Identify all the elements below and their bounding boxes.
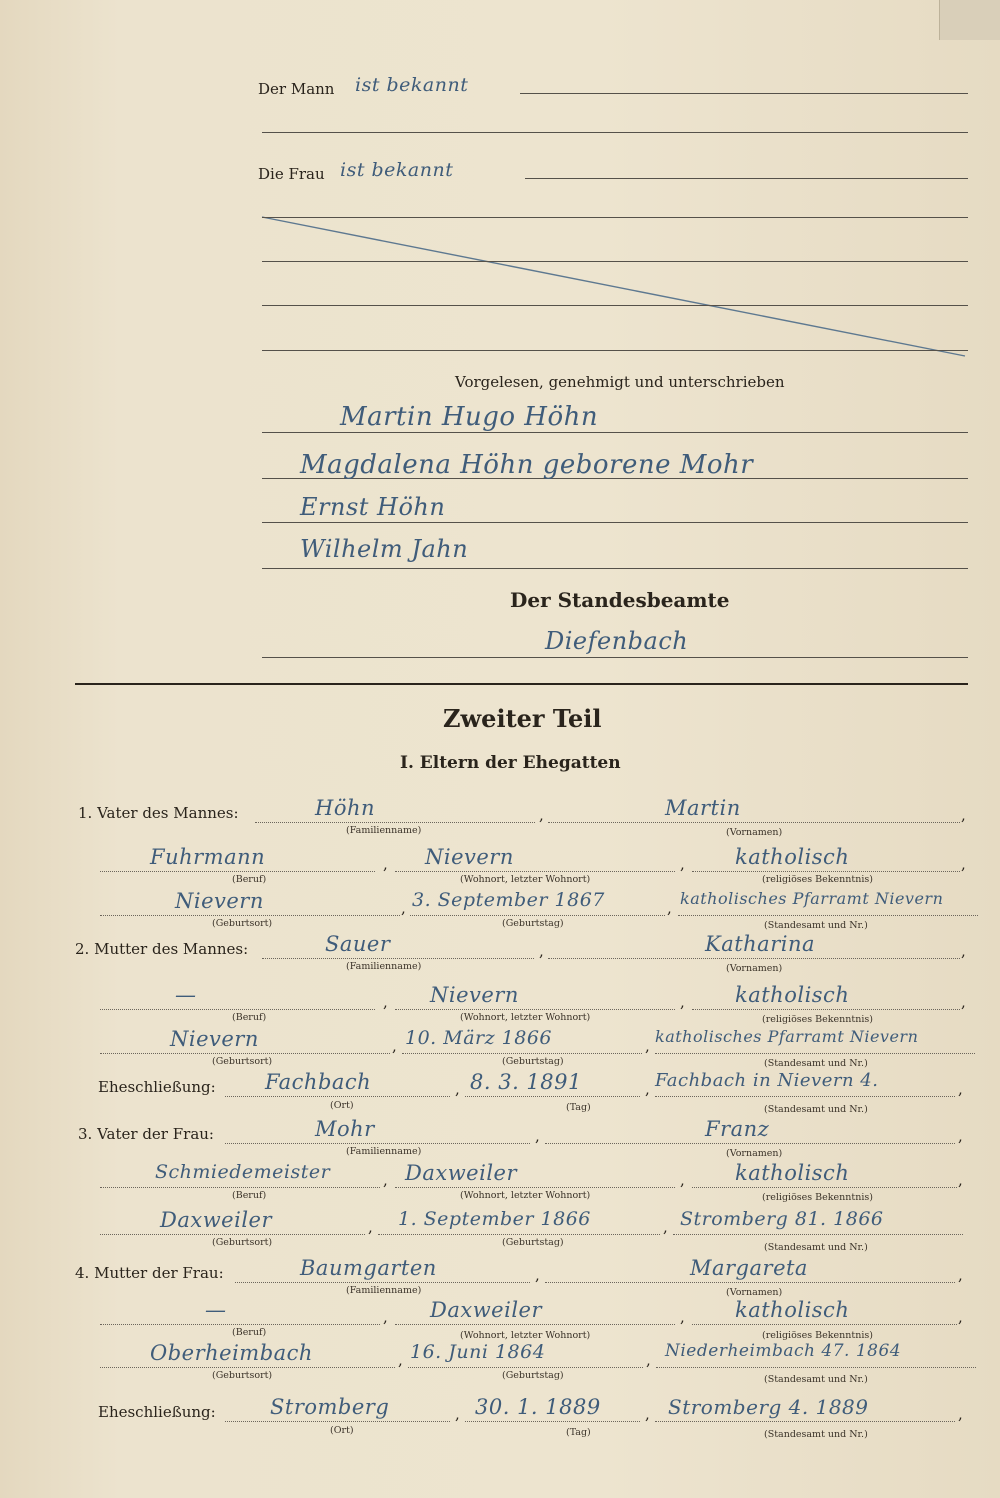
- comma: ,: [645, 1037, 650, 1055]
- person-4-geburtstag: 16. Juni 1864: [410, 1341, 546, 1363]
- rule: [262, 568, 968, 569]
- rule: [262, 305, 968, 306]
- marriage-2-tag: 30. 1. 1889: [475, 1395, 601, 1419]
- person-3-bekenntnis: katholisch: [735, 1161, 850, 1185]
- dotted-rule: [548, 822, 960, 823]
- caption-standesamt: (Standesamt und Nr.): [764, 1058, 868, 1069]
- person-4-standesamt: Niederheimbach 47. 1864: [665, 1341, 902, 1361]
- mann-value: ist bekannt: [355, 74, 469, 96]
- person-3-vornamen: Franz: [705, 1117, 770, 1141]
- frau-label: Die Frau: [258, 165, 325, 183]
- person-4-label: 4. Mutter der Frau:: [75, 1264, 224, 1282]
- caption-geburtstag: (Geburtstag): [502, 1056, 564, 1067]
- caption-familienname: (Familienname): [346, 961, 422, 972]
- caption-geburtstag: (Geburtstag): [502, 918, 564, 929]
- dotted-rule: [395, 1187, 675, 1188]
- dotted-rule: [100, 1234, 365, 1235]
- dotted-rule: [692, 871, 960, 872]
- comma: ,: [383, 1308, 388, 1326]
- person-2-wohnort: Nievern: [430, 983, 519, 1007]
- dotted-rule: [100, 915, 400, 916]
- rule: [520, 93, 968, 94]
- caption-tag: (Tag): [566, 1427, 591, 1438]
- marriage-2-standesamt: Stromberg 4. 1889: [668, 1395, 869, 1419]
- comma: ,: [645, 1405, 650, 1423]
- comma: ,: [383, 855, 388, 873]
- caption-bekenntnis: (religiöses Bekenntnis): [762, 874, 873, 885]
- dotted-rule: [465, 1421, 640, 1422]
- comma: ,: [961, 993, 966, 1011]
- rule: [262, 350, 968, 351]
- person-3-geburtstag: 1. September 1866: [398, 1208, 591, 1230]
- rule: [262, 217, 968, 218]
- comma: ,: [958, 1171, 963, 1189]
- caption-beruf: (Beruf): [232, 874, 267, 885]
- rule: [262, 522, 968, 523]
- dotted-rule: [692, 1187, 957, 1188]
- caption-beruf: (Beruf): [232, 1190, 267, 1201]
- caption-standesamt: (Standesamt und Nr.): [764, 1374, 868, 1385]
- person-3-geburtsort: Daxweiler: [160, 1208, 273, 1232]
- rule: [262, 657, 968, 658]
- dotted-rule: [395, 871, 675, 872]
- dotted-rule: [692, 1324, 957, 1325]
- frau-value: ist bekannt: [340, 159, 454, 181]
- dotted-rule: [545, 1282, 955, 1283]
- dotted-rule: [655, 1096, 955, 1097]
- caption-familienname: (Familienname): [346, 1285, 422, 1296]
- rule: [525, 178, 968, 179]
- comma: ,: [680, 1308, 685, 1326]
- dotted-rule: [655, 1421, 955, 1422]
- caption-geburtstag: (Geburtstag): [502, 1370, 564, 1381]
- part-title: Zweiter Teil: [443, 704, 602, 733]
- dotted-rule: [545, 1143, 955, 1144]
- person-3-standesamt: Stromberg 81. 1866: [680, 1208, 884, 1230]
- dotted-rule: [225, 1421, 450, 1422]
- dotted-rule: [225, 1143, 530, 1144]
- comma: ,: [383, 1171, 388, 1189]
- person-1-geburtsort: Nievern: [175, 889, 264, 913]
- comma: ,: [961, 855, 966, 873]
- comma: ,: [958, 1127, 963, 1145]
- dotted-rule: [262, 958, 534, 959]
- dotted-rule: [100, 1009, 375, 1010]
- caption-bekenntnis: (religiöses Bekenntnis): [762, 1192, 873, 1203]
- caption-standesamt: (Standesamt und Nr.): [764, 1104, 868, 1115]
- signature-2: Magdalena Höhn geborene Mohr: [300, 450, 754, 480]
- person-1-bekenntnis: katholisch: [735, 845, 850, 869]
- caption-geburtsort: (Geburtsort): [212, 1056, 273, 1067]
- person-4-vornamen: Margareta: [690, 1256, 808, 1280]
- dotted-rule: [678, 915, 978, 916]
- person-3-label: 3. Vater der Frau:: [78, 1125, 214, 1143]
- comma: ,: [663, 1218, 668, 1236]
- dotted-rule: [673, 1234, 963, 1235]
- caption-vornamen: (Vornamen): [726, 1148, 783, 1159]
- dotted-rule: [100, 1367, 395, 1368]
- caption-familienname: (Familienname): [346, 1146, 422, 1157]
- rule: [262, 261, 968, 262]
- dotted-rule: [655, 1053, 975, 1054]
- person-1-vornamen: Martin: [665, 796, 741, 820]
- caption-ort: (Ort): [330, 1425, 354, 1436]
- caption-wohnort: (Wohnort, letzter Wohnort): [460, 1012, 591, 1023]
- caption-tag: (Tag): [566, 1102, 591, 1113]
- caption-wohnort: (Wohnort, letzter Wohnort): [460, 874, 591, 885]
- comma: ,: [680, 1171, 685, 1189]
- comma: ,: [958, 1266, 963, 1284]
- marriage-1-label: Eheschließung:: [98, 1078, 216, 1096]
- person-2-label: 2. Mutter des Mannes:: [75, 940, 249, 958]
- comma: ,: [961, 806, 966, 824]
- comma: ,: [645, 1080, 650, 1098]
- comma: ,: [398, 1351, 403, 1369]
- signature-3: Ernst Höhn: [300, 493, 446, 521]
- marriage-1-standesamt: Fachbach in Nievern 4.: [655, 1070, 879, 1091]
- comma: ,: [958, 1080, 963, 1098]
- caption-geburtsort: (Geburtsort): [212, 1370, 273, 1381]
- person-2-geburtsort: Nievern: [170, 1027, 259, 1051]
- comma: ,: [392, 1037, 397, 1055]
- signatures-heading: Vorgelesen, genehmigt und unterschrieben: [455, 373, 785, 391]
- marriage-2-label: Eheschließung:: [98, 1403, 216, 1421]
- comma: ,: [535, 1127, 540, 1145]
- caption-bekenntnis: (religiöses Bekenntnis): [762, 1330, 873, 1341]
- signature-4: Wilhelm Jahn: [300, 535, 469, 563]
- comma: ,: [535, 1266, 540, 1284]
- caption-standesamt: (Standesamt und Nr.): [764, 920, 868, 931]
- caption-beruf: (Beruf): [232, 1327, 267, 1338]
- part-subtitle: I. Eltern der Ehegatten: [400, 753, 621, 773]
- caption-standesamt: (Standesamt und Nr.): [764, 1429, 868, 1440]
- person-4-bekenntnis: katholisch: [735, 1298, 850, 1322]
- rule: [262, 432, 968, 433]
- caption-vornamen: (Vornamen): [726, 1287, 783, 1298]
- dotted-rule: [100, 1324, 380, 1325]
- marriage-1-ort: Fachbach: [265, 1070, 372, 1094]
- caption-geburtstag: (Geburtstag): [502, 1237, 564, 1248]
- official-signature: Diefenbach: [545, 627, 689, 655]
- caption-geburtsort: (Geburtsort): [212, 918, 273, 929]
- person-3-wohnort: Daxweiler: [405, 1161, 518, 1185]
- person-1-familienname: Höhn: [315, 796, 376, 820]
- person-2-geburtstag: 10. März 1866: [405, 1027, 553, 1049]
- person-1-beruf: Fuhrmann: [150, 845, 266, 869]
- caption-wohnort: (Wohnort, letzter Wohnort): [460, 1190, 591, 1201]
- comma: ,: [539, 806, 544, 824]
- person-3-familienname: Mohr: [315, 1117, 375, 1141]
- person-4-geburtsort: Oberheimbach: [150, 1341, 313, 1365]
- marriage-2-ort: Stromberg: [270, 1395, 390, 1419]
- comma: ,: [680, 993, 685, 1011]
- person-4-familienname: Baumgarten: [300, 1256, 437, 1280]
- dotted-rule: [225, 1096, 450, 1097]
- comma: ,: [667, 899, 672, 917]
- person-2-beruf: —: [175, 983, 197, 1007]
- person-1-wohnort: Nievern: [425, 845, 514, 869]
- person-1-standesamt: katholisches Pfarramt Nievern: [680, 889, 944, 908]
- dotted-rule: [408, 1367, 643, 1368]
- person-2-familienname: Sauer: [325, 932, 391, 956]
- person-2-standesamt: katholisches Pfarramt Nievern: [655, 1027, 919, 1046]
- marriage-1-tag: 8. 3. 1891: [470, 1070, 582, 1094]
- caption-beruf: (Beruf): [232, 1012, 267, 1023]
- rule: [262, 132, 968, 133]
- comma: ,: [958, 1405, 963, 1423]
- person-4-beruf: —: [205, 1298, 227, 1322]
- dotted-rule: [100, 1187, 380, 1188]
- official-label: Der Standesbeamte: [510, 588, 730, 612]
- person-2-vornamen: Katharina: [705, 932, 815, 956]
- caption-standesamt: (Standesamt und Nr.): [764, 1242, 868, 1253]
- dotted-rule: [656, 1367, 976, 1368]
- section-divider: [75, 683, 968, 685]
- comma: ,: [383, 993, 388, 1011]
- dotted-rule: [692, 1009, 960, 1010]
- signature-1: Martin Hugo Höhn: [340, 402, 599, 432]
- caption-ort: (Ort): [330, 1100, 354, 1111]
- dotted-rule: [402, 1053, 642, 1054]
- dotted-rule: [395, 1324, 675, 1325]
- dotted-rule: [548, 958, 960, 959]
- person-1-geburtstag: 3. September 1867: [412, 889, 605, 911]
- caption-familienname: (Familienname): [346, 825, 422, 836]
- person-2-bekenntnis: katholisch: [735, 983, 850, 1007]
- comma: ,: [368, 1218, 373, 1236]
- comma: ,: [401, 899, 406, 917]
- dotted-rule: [410, 915, 665, 916]
- person-1-label: 1. Vater des Mannes:: [78, 804, 239, 822]
- comma: ,: [958, 1308, 963, 1326]
- dotted-rule: [465, 1096, 640, 1097]
- caption-vornamen: (Vornamen): [726, 827, 783, 838]
- person-4-wohnort: Daxweiler: [430, 1298, 543, 1322]
- caption-geburtsort: (Geburtsort): [212, 1237, 273, 1248]
- comma: ,: [961, 942, 966, 960]
- dotted-rule: [378, 1234, 660, 1235]
- comma: ,: [646, 1351, 651, 1369]
- comma: ,: [455, 1080, 460, 1098]
- dotted-rule: [255, 822, 535, 823]
- dotted-rule: [100, 1053, 390, 1054]
- caption-vornamen: (Vornamen): [726, 963, 783, 974]
- comma: ,: [680, 855, 685, 873]
- dotted-rule: [395, 1009, 675, 1010]
- caption-bekenntnis: (religiöses Bekenntnis): [762, 1014, 873, 1025]
- comma: ,: [455, 1405, 460, 1423]
- caption-wohnort: (Wohnort, letzter Wohnort): [460, 1330, 591, 1341]
- dotted-rule: [235, 1282, 530, 1283]
- dotted-rule: [100, 871, 375, 872]
- person-3-beruf: Schmiedemeister: [155, 1161, 331, 1183]
- comma: ,: [539, 942, 544, 960]
- mann-label: Der Mann: [258, 80, 335, 98]
